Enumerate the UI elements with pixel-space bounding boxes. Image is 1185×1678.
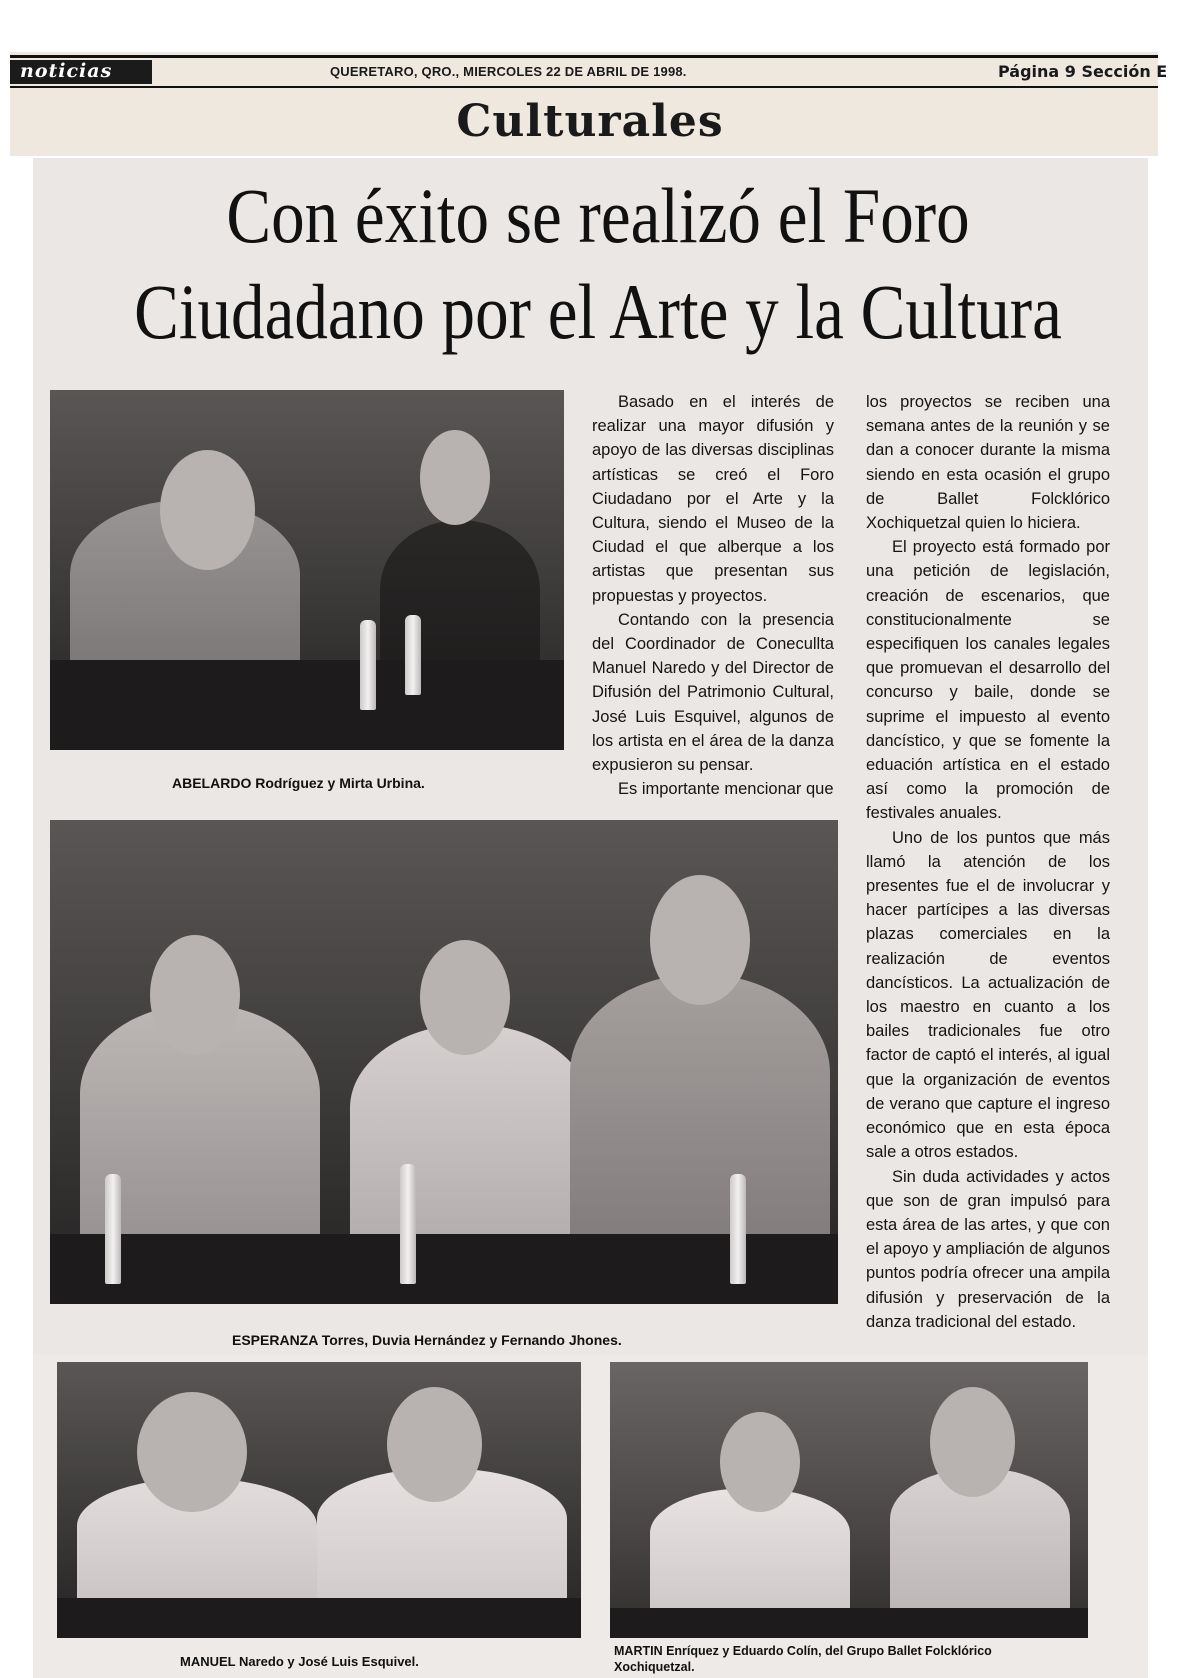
caption-photo-4 [614, 1643, 992, 1675]
photo-esperanza-duvia-fernando [50, 820, 838, 1304]
section-title: Culturales [456, 96, 724, 147]
headline-line-2: Ciudadano por el Arte y la Cultura [134, 268, 1062, 355]
page-section-info: Página 9 Sección E [998, 62, 1168, 81]
caption-photo-2: ESPERANZA Torres, Duvia Hernández y Fernando Jhones. [232, 1332, 622, 1348]
photo-abelardo-mirta [50, 390, 564, 750]
masthead-rule-bottom [10, 86, 1158, 88]
photo-manuel-jose-luis [57, 1362, 581, 1638]
masthead-rule-top [10, 55, 1158, 58]
col2-paragraph-1: los proyectos se reciben una semana antes de la reunión y se dan a conocer durante la misma siendo en esta ocasión el grupo de Ballet Folcklórico Xochiquetzal quien lo hiciera. [866, 393, 1110, 533]
col1-paragraph-2: Contando con la presencia del Coordinador de Conecullta Manuel Naredo y del Director de Difusión del Patrimonio Cultural, José Luis Esquivel, algunos de los artista en el área de la danza expusieron su pensar. [592, 610, 834, 775]
col2-paragraph-2: El proyecto está formado por una petición de legislación, creación de escenarios, que constitucionalmente se especifiquen los canales legales que promuevan el desarrollo del concurso y baile, donde se suprime el impuesto al evento dancístico, y que se fomente la eduación artística en el estado así como la promoción de festivales anuales. [866, 538, 1110, 823]
caption-photo-1: ABELARDO Rodríguez y Mirta Urbina. [172, 775, 425, 791]
col1-paragraph-1: Basado en el interés de realizar una mayor difusión y apoyo de las diversas disciplinas artísticas se creó el Foro Ciudadano por el Arte y la Cultura, siendo el Museo de la Ciudad el que alberque a los artistas que presentan sus propuestas y proyectos. [592, 393, 834, 605]
col2-paragraph-4: Sin duda actividades y actos que son de gran impulsó para esta área de las artes, y que con el apoyo y ampliación de algunos puntos podría ofrecer una ampila difusión y preservación de la danza tradicional del estado. [866, 1167, 1110, 1331]
article-column-1 [592, 390, 834, 801]
col2-paragraph-3: Uno de los puntos que más llamó la atención de los presentes fue el de involucrar y hacer partícipes a las diversas plazas comerciales en la realización de eventos dancísticos. La actualización de los maestro en cuanto a los bailes tradicionales fue otro factor de captó el interés, al igual que la organización de eventos de verano que capture el ingreso económico que en esta época sale a otros estados. [866, 828, 1110, 1162]
caption-photo-3: MANUEL Naredo y José Luis Esquivel. [180, 1654, 419, 1669]
headline-line-1: Con éxito se realizó el Foro [226, 172, 970, 259]
article-column-2 [866, 390, 1110, 1334]
photo-martin-eduardo [610, 1362, 1088, 1638]
newspaper-logo: noticias [10, 60, 152, 84]
headline [125, 168, 1071, 360]
dateline: QUERETARO, QRO., MIERCOLES 22 DE ABRIL DE 1998. [330, 64, 687, 79]
caption-photo-4-line-1: MARTIN Enríquez y Eduardo Colín, del Grupo Ballet Folcklórico [614, 1644, 992, 1658]
caption-photo-4-line-2: Xochiquetzal. [614, 1660, 695, 1674]
col1-paragraph-3: Es importante mencionar que [618, 780, 834, 799]
